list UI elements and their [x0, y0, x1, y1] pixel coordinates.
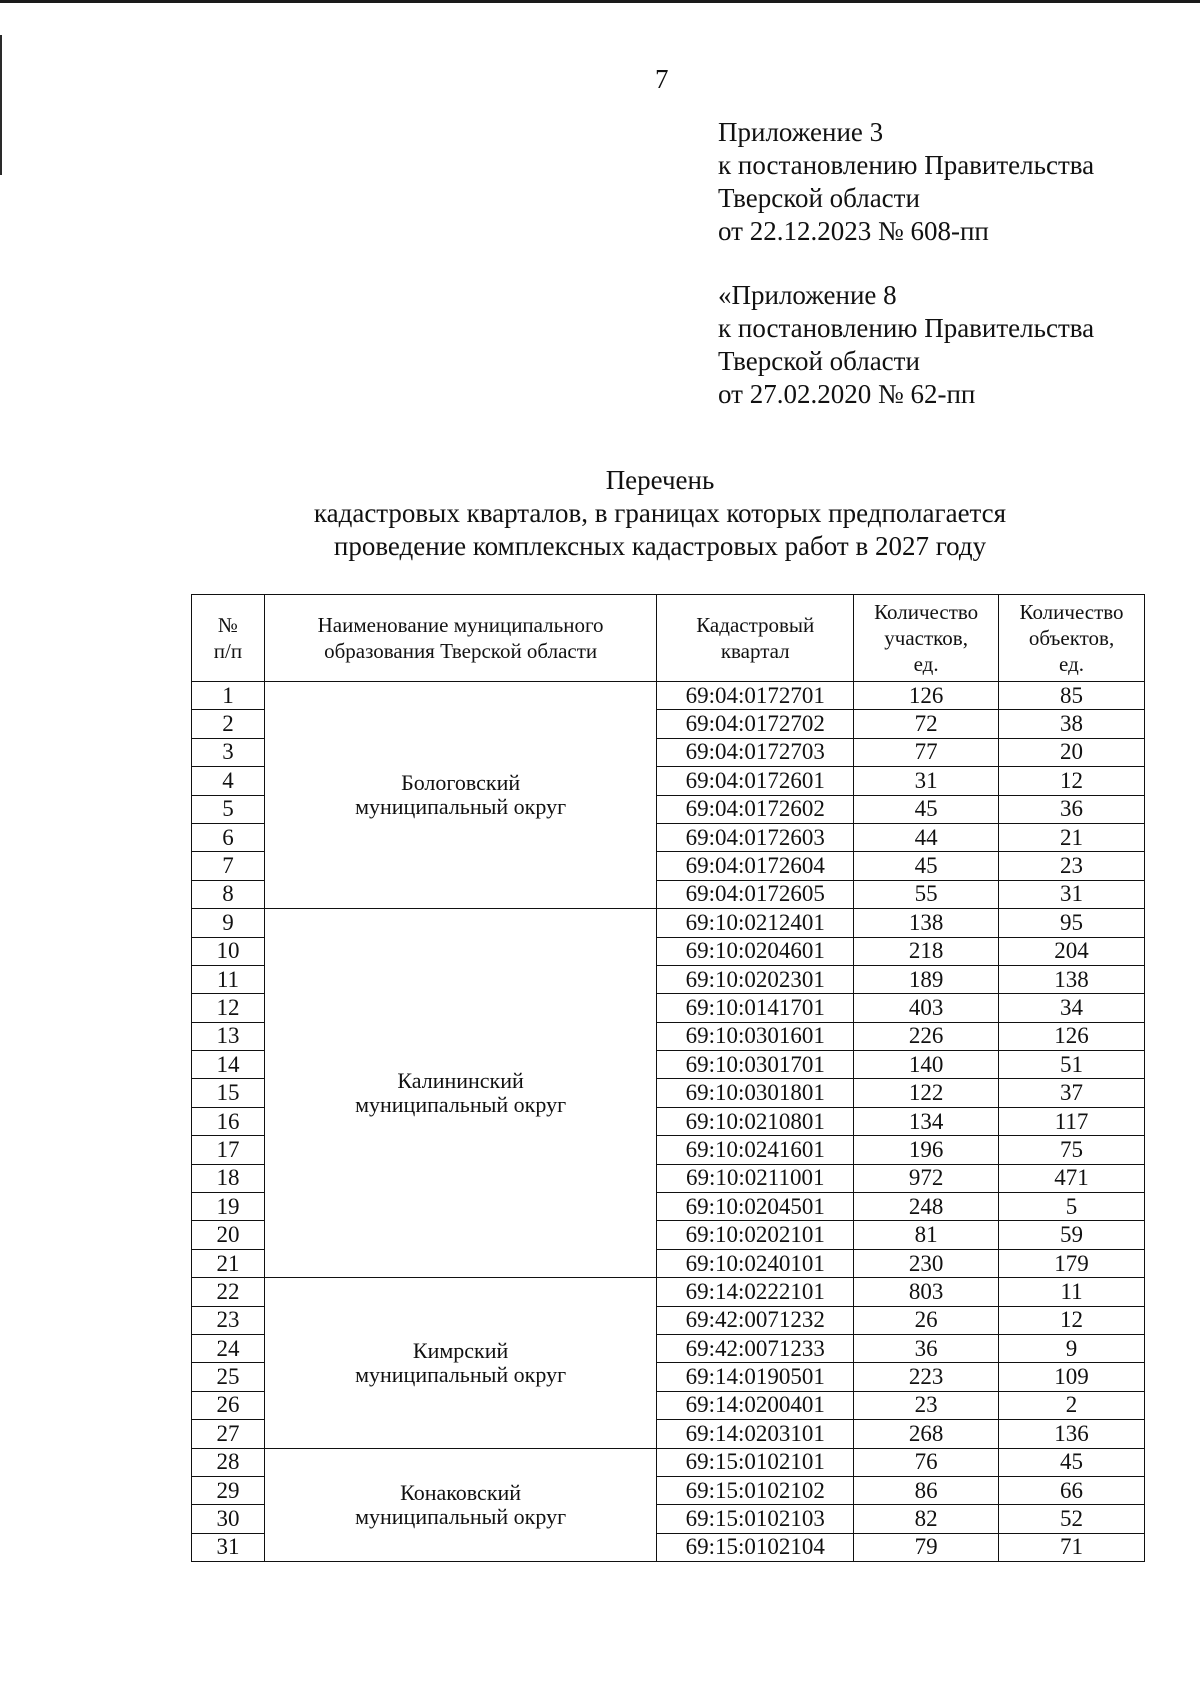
objects-count: 136: [999, 1420, 1145, 1448]
objects-count: 204: [999, 937, 1145, 965]
cadastral-quarter: 69:10:0301601: [657, 1022, 854, 1050]
table-row: [192, 682, 1145, 710]
row-number: 27: [192, 1420, 265, 1448]
objects-count: 37: [999, 1079, 1145, 1107]
objects-count: 11: [999, 1278, 1145, 1306]
cadastral-quarter: 69:10:0301701: [657, 1051, 854, 1079]
cadastral-quarter: 69:10:0204601: [657, 937, 854, 965]
row-number: 24: [192, 1334, 265, 1362]
objects-count: 109: [999, 1363, 1145, 1391]
cadastral-quarter: 69:04:0172603: [657, 823, 854, 851]
header-objects-count: Количество объектов, ед.: [999, 595, 1145, 682]
cadastral-quarter: 69:10:0141701: [657, 994, 854, 1022]
plots-count: 36: [854, 1334, 999, 1362]
objects-count: 9: [999, 1334, 1145, 1362]
row-number: 8: [192, 880, 265, 908]
appendix-original-line: «Приложение 8: [718, 280, 897, 310]
cadastral-quarter: 69:14:0190501: [657, 1363, 854, 1391]
table-body: [192, 682, 1145, 1562]
objects-count: 71: [999, 1533, 1145, 1561]
objects-count: 51: [999, 1051, 1145, 1079]
objects-count: 75: [999, 1136, 1145, 1164]
cadastral-quarter: 69:04:0172604: [657, 852, 854, 880]
row-number: 20: [192, 1221, 265, 1249]
objects-count: 117: [999, 1107, 1145, 1135]
title-line: Перечень: [605, 465, 715, 495]
row-number: 4: [192, 767, 265, 795]
row-number: 29: [192, 1476, 265, 1504]
objects-count: 138: [999, 965, 1145, 993]
appendix-current-line: к постановлению Правительства: [718, 150, 1095, 180]
cadastral-quarter: 69:04:0172605: [657, 880, 854, 908]
objects-count: 36: [999, 795, 1145, 823]
row-number: 26: [192, 1391, 265, 1419]
objects-count: 59: [999, 1221, 1145, 1249]
objects-count: 12: [999, 1306, 1145, 1334]
plots-count: 126: [854, 682, 999, 710]
cadastral-quarter: 69:04:0172601: [657, 767, 854, 795]
plots-count: 403: [854, 994, 999, 1022]
plots-count: 268: [854, 1420, 999, 1448]
row-number: 10: [192, 937, 265, 965]
row-number: 11: [192, 965, 265, 993]
cadastral-quarter: 69:14:0200401: [657, 1391, 854, 1419]
row-number: 22: [192, 1278, 265, 1306]
district-name: Конаковский муниципальный округ: [264, 1448, 656, 1562]
row-number: 28: [192, 1448, 265, 1476]
plots-count: 79: [854, 1533, 999, 1561]
cadastral-quarter: 69:15:0102101: [657, 1448, 854, 1476]
objects-count: 38: [999, 710, 1145, 738]
plots-count: 248: [854, 1193, 999, 1221]
cadastral-quarter: 69:10:0202101: [657, 1221, 854, 1249]
row-number: 18: [192, 1164, 265, 1192]
title-line: кадастровых кварталов, в границах которых предполагается: [313, 498, 1007, 528]
cadastral-quarter: 69:10:0210801: [657, 1107, 854, 1135]
row-number: 2: [192, 710, 265, 738]
objects-count: 52: [999, 1505, 1145, 1533]
table-row: [192, 1448, 1145, 1476]
plots-count: 972: [854, 1164, 999, 1192]
objects-count: 12: [999, 767, 1145, 795]
objects-count: 45: [999, 1448, 1145, 1476]
plots-count: 230: [854, 1249, 999, 1277]
objects-count: 21: [999, 823, 1145, 851]
objects-count: 95: [999, 909, 1145, 937]
cadastral-quarter: 69:04:0172703: [657, 738, 854, 766]
cadastral-table: [191, 594, 1145, 1562]
plots-count: 76: [854, 1448, 999, 1476]
cadastral-quarter: 69:10:0301801: [657, 1079, 854, 1107]
table-header-row: [192, 595, 1145, 682]
plots-count: 803: [854, 1278, 999, 1306]
table-row: [192, 909, 1145, 937]
plots-count: 55: [854, 880, 999, 908]
objects-count: 179: [999, 1249, 1145, 1277]
objects-count: 34: [999, 994, 1145, 1022]
appendix-current-line: Приложение 3: [718, 117, 884, 147]
row-number: 19: [192, 1193, 265, 1221]
scan-edge-top: [0, 0, 1200, 3]
row-number: 5: [192, 795, 265, 823]
plots-count: 45: [854, 795, 999, 823]
row-number: 30: [192, 1505, 265, 1533]
row-number: 23: [192, 1306, 265, 1334]
row-number: 21: [192, 1249, 265, 1277]
appendix-original-line: к постановлению Правительства: [718, 313, 1095, 343]
objects-count: 23: [999, 852, 1145, 880]
row-number: 15: [192, 1079, 265, 1107]
plots-count: 122: [854, 1079, 999, 1107]
row-number: 31: [192, 1533, 265, 1561]
appendix-original-line: Тверской области: [718, 346, 920, 376]
appendix-current: [718, 116, 1094, 248]
appendix-current-line: Тверской области: [718, 183, 920, 213]
plots-count: 140: [854, 1051, 999, 1079]
cadastral-quarter: 69:10:0240101: [657, 1249, 854, 1277]
header-number: № п/п: [192, 595, 265, 682]
cadastral-quarter: 69:15:0102103: [657, 1505, 854, 1533]
plots-count: 218: [854, 937, 999, 965]
plots-count: 77: [854, 738, 999, 766]
plots-count: 82: [854, 1505, 999, 1533]
page-number: 7: [655, 64, 669, 94]
plots-count: 226: [854, 1022, 999, 1050]
row-number: 1: [192, 682, 265, 710]
row-number: 9: [192, 909, 265, 937]
row-number: 6: [192, 823, 265, 851]
plots-count: 134: [854, 1107, 999, 1135]
cadastral-quarter: 69:04:0172701: [657, 682, 854, 710]
cadastral-quarter: 69:04:0172702: [657, 710, 854, 738]
plots-count: 189: [854, 965, 999, 993]
plots-count: 72: [854, 710, 999, 738]
cadastral-quarter: 69:10:0241601: [657, 1136, 854, 1164]
row-number: 3: [192, 738, 265, 766]
plots-count: 223: [854, 1363, 999, 1391]
row-number: 7: [192, 852, 265, 880]
objects-count: 31: [999, 880, 1145, 908]
cadastral-quarter: 69:10:0212401: [657, 909, 854, 937]
header-district: Наименование муниципального образования Тверской области: [264, 595, 656, 682]
plots-count: 196: [854, 1136, 999, 1164]
objects-count: 471: [999, 1164, 1145, 1192]
cadastral-quarter: 69:42:0071233: [657, 1334, 854, 1362]
cadastral-quarter: 69:04:0172602: [657, 795, 854, 823]
cadastral-quarter: 69:14:0203101: [657, 1420, 854, 1448]
objects-count: 20: [999, 738, 1145, 766]
plots-count: 31: [854, 767, 999, 795]
title-line: проведение комплексных кадастровых работ в 2027 году: [333, 531, 987, 561]
objects-count: 85: [999, 682, 1145, 710]
objects-count: 2: [999, 1391, 1145, 1419]
objects-count: 126: [999, 1022, 1145, 1050]
header-cadastral-quarter: Кадастровый квартал: [657, 595, 854, 682]
objects-count: 5: [999, 1193, 1145, 1221]
appendix-original: [718, 279, 1094, 411]
appendix-original-line: от 27.02.2020 № 62-пп: [718, 379, 976, 409]
cadastral-quarter: 69:10:0211001: [657, 1164, 854, 1192]
plots-count: 81: [854, 1221, 999, 1249]
row-number: 12: [192, 994, 265, 1022]
header-plots-count: Количество участков, ед.: [854, 595, 999, 682]
cadastral-quarter: 69:14:0222101: [657, 1278, 854, 1306]
row-number: 25: [192, 1363, 265, 1391]
row-number: 14: [192, 1051, 265, 1079]
cadastral-quarter: 69:15:0102102: [657, 1476, 854, 1504]
plots-count: 26: [854, 1306, 999, 1334]
plots-count: 23: [854, 1391, 999, 1419]
district-name: Бологовский муниципальный округ: [264, 682, 656, 909]
district-name: Калининский муниципальный округ: [264, 909, 656, 1278]
objects-count: 66: [999, 1476, 1145, 1504]
plots-count: 86: [854, 1476, 999, 1504]
document-title: [200, 464, 1120, 563]
cadastral-quarter: 69:42:0071232: [657, 1306, 854, 1334]
plots-count: 138: [854, 909, 999, 937]
row-number: 17: [192, 1136, 265, 1164]
row-number: 16: [192, 1107, 265, 1135]
row-number: 13: [192, 1022, 265, 1050]
table-row: [192, 1278, 1145, 1306]
plots-count: 44: [854, 823, 999, 851]
appendix-current-line: от 22.12.2023 № 608-пп: [718, 216, 989, 246]
plots-count: 45: [854, 852, 999, 880]
cadastral-quarter: 69:10:0202301: [657, 965, 854, 993]
scan-edge-left: [0, 35, 2, 175]
district-name: Кимрский муниципальный округ: [264, 1278, 656, 1448]
cadastral-quarter: 69:15:0102104: [657, 1533, 854, 1561]
cadastral-quarter: 69:10:0204501: [657, 1193, 854, 1221]
